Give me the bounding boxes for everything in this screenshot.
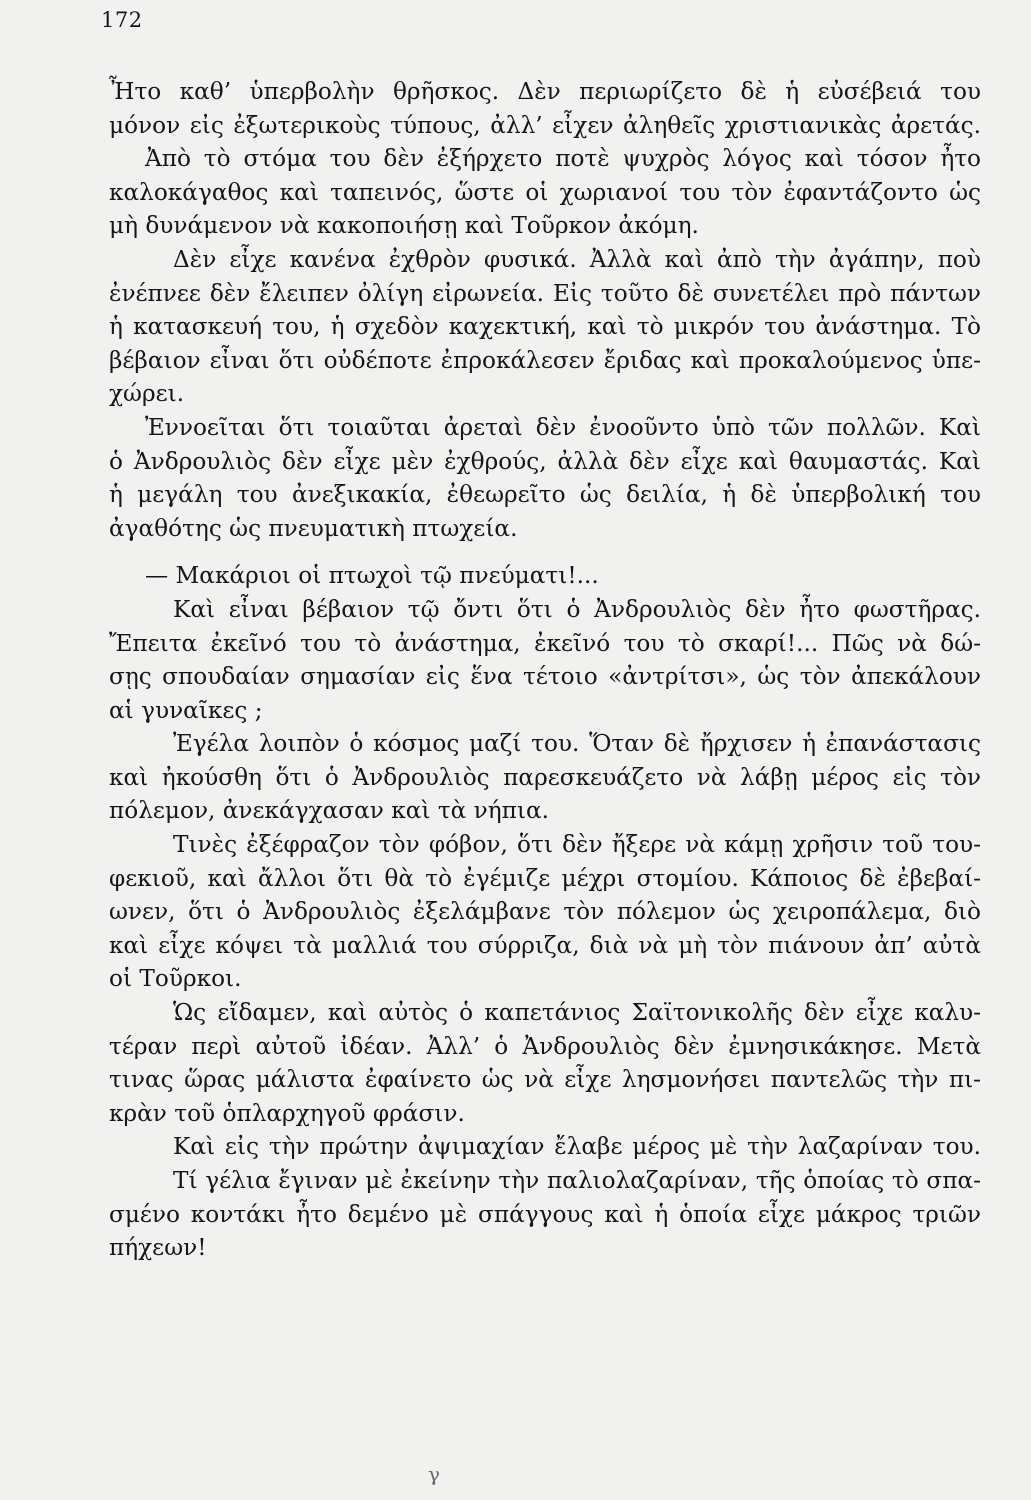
text-line: ὁ Ἀνδρουλιὸς δὲν εἶχε μὲν ἐχθρούς, ἀλλὰ δὲν εἶχε καὶ θαυμαστάς. Καὶ: [109, 447, 981, 475]
text-line: ωνεν, ὅτι ὁ Ἀνδρουλιὸς ἐξελάμβανε τὸν πόλεμον ὡς χειροπάλεμα, διὸ: [109, 898, 981, 926]
text-line: Ἔπειτα ἐκεῖνό του τὸ ἀνάστημα, ἐκεῖνό του τὸ σκαρί!... Πῶς νὰ δώ-: [109, 629, 981, 657]
text-line: πήχεων!: [109, 1234, 207, 1262]
text-line: σμένο κοντάκι ἦτο δεμένο μὲ σπάγγους καὶ ἡ ὁποία εἶχε μάκρος τριῶν: [109, 1200, 981, 1228]
text-line: αἱ γυναῖκες ;: [109, 696, 263, 724]
text-line: τινας ὥρας μάλιστα ἐφαίνετο ὡς νὰ εἶχε λησμονήσει παντελῶς τὴν πι-: [109, 1066, 981, 1094]
text-line: κρὰν τοῦ ὁπλαρχηγοῦ φράσιν.: [109, 1099, 465, 1127]
text-line: Ὡς εἴδαμεν, καὶ αὐτὸς ὁ καπετάνιος Σαϊτονικολῆς δὲν εἶχε καλυ-: [173, 999, 981, 1027]
text-line: Τινὲς ἐξέφραζον τὸν φόβον, ὅτι δὲν ἤξερε νὰ κάμῃ χρῆσιν τοῦ του-: [173, 831, 981, 859]
text-line: Ἐννοεῖται ὅτι τοιαῦται ἀρεταὶ δὲν ἐνοοῦντο ὑπὸ τῶν πολλῶν. Καὶ: [145, 413, 981, 441]
text-line: καὶ ἠκούσθη ὅτι ὁ Ἀνδρουλιὸς παρεσκευάζετο νὰ λάβῃ μέρος εἰς τὸν: [109, 763, 981, 791]
page-number: 172: [101, 8, 143, 32]
text-line: Τί γέλια ἔγιναν μὲ ἐκείνην τὴν παλιολαζαρίναν, τῆς ὁποίας τὸ σπα-: [173, 1167, 981, 1194]
text-line: μόνον εἰς ἐξωτερικοὺς τύπους, ἀλλ’ εἶχεν ἀληθεῖς χριστιανικὰς ἀρετάς.: [109, 111, 981, 139]
text-line: σῃς σπουδαίαν σημασίαν εἰς ἕνα τέτοιο «ἀντρίτσι», ὡς τὸν ἀπεκάλουν: [109, 663, 981, 691]
text-line: ἀγαθότης ὡς πνευματικὴ πτωχεία.: [109, 514, 518, 542]
text-line: ἐνέπνεε δὲν ἔλειπεν ὀλίγη εἰρωνεία. Εἰς τοῦτο δὲ συνετέλει πρὸ πάντων: [109, 279, 981, 307]
text-line: Δὲν εἶχε κανένα ἐχθρὸν φυσικά. Ἀλλὰ καὶ ἀπὸ τὴν ἀγάπην, ποὺ: [173, 245, 981, 273]
text-line: Καὶ εἶναι βέβαιον τῷ ὄντι ὅτι ὁ Ἀνδρουλιὸς δὲν ἦτο φωστῆρας.: [173, 595, 981, 623]
text-line: χώρει.: [109, 380, 185, 408]
printer-mark: γ: [428, 1462, 440, 1486]
body-text: [109, 75, 981, 1265]
text-line: πόλεμον, ἀνεκάγχασαν καὶ τὰ νήπια.: [109, 797, 550, 825]
text-line: καλοκάγαθος καὶ ταπεινός, ὥστε οἱ χωριανοί του τὸν ἐφαντάζοντο ὡς: [109, 178, 981, 206]
text-line: βέβαιον εἶναι ὅτι οὐδέποτε ἐπροκάλεσεν ἔριδας καὶ προκαλούμενος ὑπε-: [109, 346, 981, 374]
text-line: μὴ δυνάμενον νὰ κακοποιήσῃ καὶ Τοῦρκον ἀκόμη.: [109, 212, 699, 240]
text-line: Ἐγέλα λοιπὸν ὁ κόσμος μαζί του. Ὅταν δὲ ἤρχισεν ἡ ἐπανάστασις: [173, 730, 981, 758]
text-line: οἱ Τοῦρκοι.: [109, 965, 242, 993]
text-line: καὶ εἶχε κόψει τὰ μαλλιά του σύρριζα, διὰ νὰ μὴ τὸν πιάνουν ἀπ’ αὐτὰ: [109, 931, 981, 959]
text-line: Ἀπὸ τὸ στόμα του δὲν ἐξήρχετο ποτὲ ψυχρὸς λόγος καὶ τόσον ἦτο: [145, 145, 981, 173]
quote-line: — Μακάριοι οἱ πτωχοὶ τῷ πνεύματι!...: [145, 562, 599, 590]
text-line: Ἦτο καθ’ ὑπερβολὴν θρῆσκος. Δὲν περιωρίζετο δὲ ἡ εὐσέβειά του: [109, 78, 981, 105]
text-line: ἡ μεγάλη του ἀνεξικακία, ἐθεωρεῖτο ὡς δειλία, ἡ δὲ ὑπερβολική του: [109, 481, 981, 509]
text-line: φεκιοῦ, καὶ ἄλλοι ὅτι θὰ τὸ ἐγέμιζε μέχρι στομίου. Κάποιος δὲ ἐβεβαί-: [109, 864, 981, 892]
text-line: ἡ κατασκευή του, ἡ σχεδὸν καχεκτική, καὶ τὸ μικρόν του ἀνάστημα. Τὸ: [109, 313, 981, 341]
text-line: Καὶ εἰς τὴν πρώτην ἀψιμαχίαν ἔλαβε μέρος μὲ τὴν λαζαρίναν του.: [173, 1133, 981, 1161]
text-line: τέραν περὶ αὐτοῦ ἰδέαν. Ἀλλ’ ὁ Ἀνδρουλιὸς δὲν ἐμνησικάκησε. Μετὰ: [109, 1032, 981, 1060]
